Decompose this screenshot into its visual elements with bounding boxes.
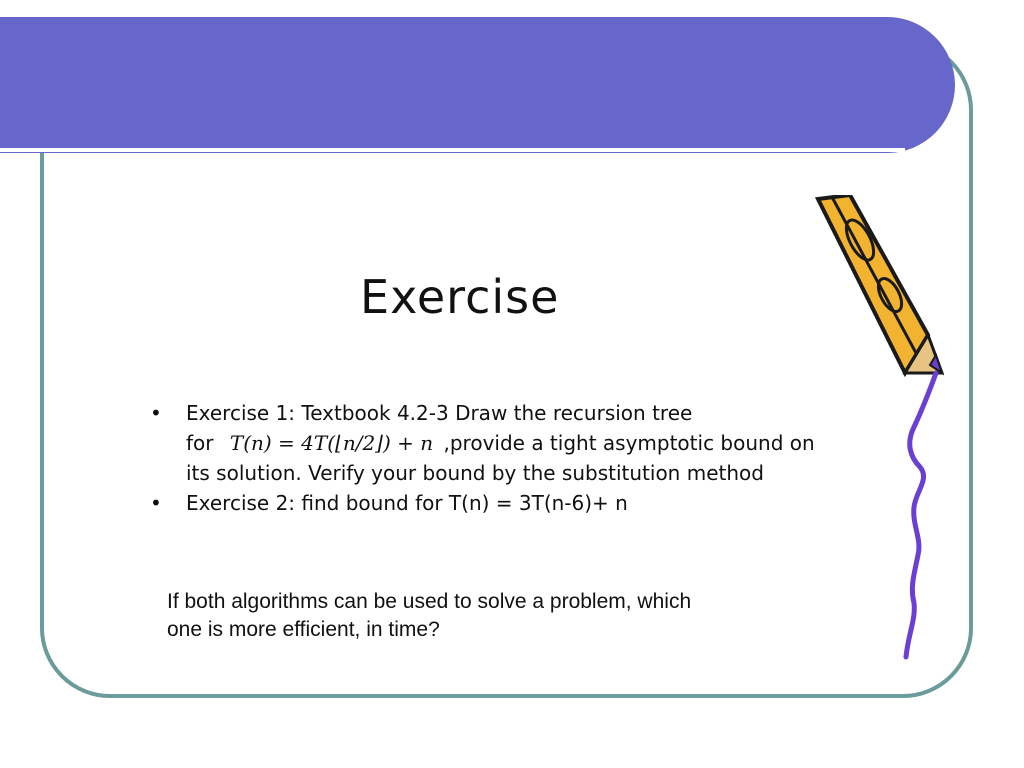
efficiency-question: If both algorithms can be used to solve a problem, which one is more efficient, in time? — [167, 590, 692, 641]
bullet-list — [150, 398, 870, 518]
bullet-dot: • — [150, 401, 162, 425]
exercise-2-text: Exercise 2: find bound for T(n) = 3T(n-6)+ n — [186, 491, 628, 515]
slide-title: Exercise — [360, 270, 560, 324]
scribble-line — [906, 373, 936, 657]
header-banner — [0, 17, 955, 153]
bullet-item-exercise-2 — [150, 488, 870, 518]
pencil-stripe — [832, 197, 916, 353]
bullet-item-exercise-1 — [150, 398, 870, 488]
recurrence-formula: T(n) = 4T(⌊n/2⌋) + n — [229, 431, 434, 455]
pencil-icon — [810, 195, 950, 660]
banner-divider — [0, 148, 905, 152]
exercise-1-line-3: its solution. Verify your bound by the substitution method — [186, 461, 764, 485]
exercise-1-line-1: Exercise 1: Textbook 4.2-3 Draw the recursion tree — [186, 401, 693, 425]
exercise-1-for-label: for — [186, 431, 214, 455]
bullet-dot: • — [150, 491, 162, 515]
exercise-1-line-2: ,provide a tight asymptotic bound on — [443, 431, 815, 455]
